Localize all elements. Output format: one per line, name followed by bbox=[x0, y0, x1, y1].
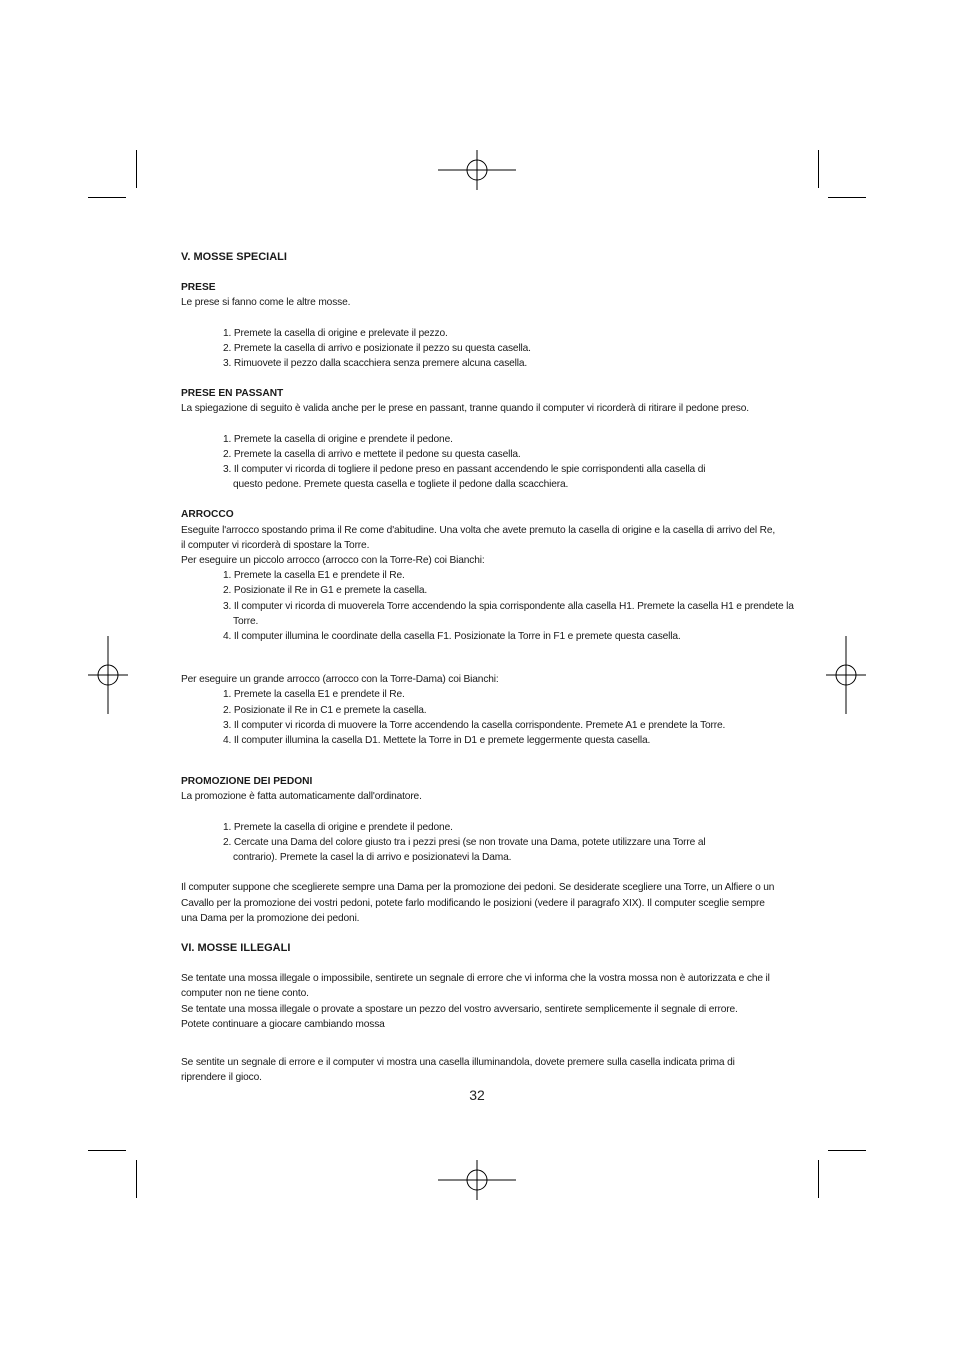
steps-list bbox=[181, 687, 781, 748]
list-item: 1. Premete la casella E1 e prendete il Re. bbox=[223, 689, 405, 701]
steps-list bbox=[181, 326, 781, 372]
list-item: 1. Premete la casella di origine e prendete il pedone. bbox=[223, 433, 453, 445]
registration-mark-top bbox=[438, 150, 516, 190]
crop-mark bbox=[828, 1150, 866, 1151]
registration-mark-left bbox=[88, 636, 128, 714]
paragraph: Le prese si fanno come le altre mosse. bbox=[181, 297, 351, 309]
crop-mark bbox=[818, 150, 819, 188]
list-item: 1. Premete la casella E1 e prendete il Re. bbox=[223, 570, 405, 582]
section-title: V. MOSSE SPECIALI bbox=[181, 251, 287, 263]
page-content bbox=[181, 250, 794, 1085]
steps-list bbox=[181, 568, 794, 644]
list-item: 2. Premete la casella di arrivo e mettete il pedone su questa casella. bbox=[223, 448, 521, 460]
crop-mark bbox=[136, 150, 137, 188]
list-item: 1. Premete la casella di origine e prendete il pedone. bbox=[223, 821, 453, 833]
steps-list bbox=[181, 432, 781, 493]
paragraph: Se tentate una mossa illegale o impossibile, sentirete un segnale di errore che vi informa che la vostra mossa non è autorizzata e che il computer non ne tiene conto. bbox=[181, 973, 770, 1000]
subsection-heading: PRESE bbox=[181, 282, 216, 294]
paragraph: Per eseguire un grande arrocco (arrocco con la Torre-Dama) coi Bianchi: bbox=[181, 674, 499, 686]
crop-mark bbox=[136, 1160, 137, 1198]
paragraph: La promozione è fatta automaticamente dall'ordinatore. bbox=[181, 791, 422, 803]
list-item: 4. Il computer illumina le coordinate della casella F1. Posizionate la Torre in F1 e premete questa casella. bbox=[223, 631, 681, 643]
steps-list bbox=[181, 820, 781, 866]
registration-mark-right bbox=[826, 636, 866, 714]
subsection-heading: ARROCCO bbox=[181, 509, 234, 521]
list-item: 2. Premete la casella di arrivo e posizionate il pezzo su questa casella. bbox=[223, 342, 531, 354]
list-item: 4. Il computer illumina la casella D1. Mettete la Torre in D1 e premete leggermente questa casella. bbox=[223, 735, 651, 747]
list-item: 2. Cercate una Dama del colore giusto tra i pezzi presi (se non trovate una Dama, potete utilizzare una Torre al contrario). Premete la casel la di arrivo e posizionatevi la Dama. bbox=[223, 836, 706, 864]
section-title: VI. MOSSE ILLEGALI bbox=[181, 941, 291, 954]
registration-mark-bottom bbox=[438, 1160, 516, 1200]
paragraph: Potete continuare a giocare cambiando mossa bbox=[181, 1018, 385, 1030]
list-item: 2. Posizionate il Re in C1 e premete la casella. bbox=[223, 704, 427, 716]
crop-mark bbox=[88, 1150, 126, 1151]
list-item: 3. Il computer vi ricorda di togliere il pedone preso en passant accendendo le spie corrispondenti alla casella di questo pedone. Premete questa casella e togliete il pedone dalla scacchiera. bbox=[223, 464, 706, 491]
paragraph: Se tentate una mossa illegale o provate a spostare un pezzo del vostro avversario, sentirete semplicemente il segnale di errore. bbox=[181, 1003, 738, 1015]
list-item: 3. Il computer vi ricorda di muoverela Torre accendendo la spia corrispondente alla casella H1. Premete la casella H1 e prendete la Torre. bbox=[223, 600, 794, 627]
paragraph: Per eseguire un piccolo arrocco (arrocco con la Torre-Re) coi Bianchi: bbox=[181, 555, 485, 567]
list-item: 2. Posizionate il Re in G1 e premete la casella. bbox=[223, 585, 428, 597]
page-number: 32 bbox=[469, 1087, 485, 1103]
paragraph: Se sentite un segnale di errore e il computer vi mostra una casella illuminandola, dovete premere sulla casella indicata prima di riprendere il gioco. bbox=[181, 1056, 735, 1084]
crop-mark bbox=[818, 1160, 819, 1198]
crop-mark bbox=[88, 197, 126, 198]
paragraph: Eseguite l'arrocco spostando prima il Re come d'abitudine. Una volta che avete premuto la casella di origine e la casella di arrivo del Re, il computer vi ricorderà di spostare la Torre. bbox=[181, 524, 776, 551]
list-item: 3. Rimuovete il pezzo dalla scacchiera senza premere alcuna casella. bbox=[223, 358, 528, 370]
subsection-heading: PROMOZIONE DEI PEDONI bbox=[181, 776, 313, 788]
list-item: 1. Premete la casella di origine e prelevate il pezzo. bbox=[223, 327, 448, 339]
paragraph: La spiegazione di seguito è valida anche per le prese en passant, tranne quando il computer vi ricorderà di ritirare il pedone preso. bbox=[181, 403, 749, 415]
subsection-heading: PRESE EN PASSANT bbox=[181, 388, 284, 400]
crop-mark bbox=[828, 197, 866, 198]
paragraph: Il computer suppone che sceglierete sempre una Dama per la promozione dei pedoni. Se desiderate scegliere una Torre, un Alfiere o un Cavallo per la promozione dei vostri pedoni, potete farlo modificando le posizioni (vedere il paragrafo XIX). Il computer sceglie sempre una Dama per la promozione dei pedoni. bbox=[181, 882, 775, 924]
list-item: 3. Il computer vi ricorda di muovere la Torre accendendo la casella corrispondente. Premete A1 e prendete la Torre. bbox=[223, 719, 726, 731]
